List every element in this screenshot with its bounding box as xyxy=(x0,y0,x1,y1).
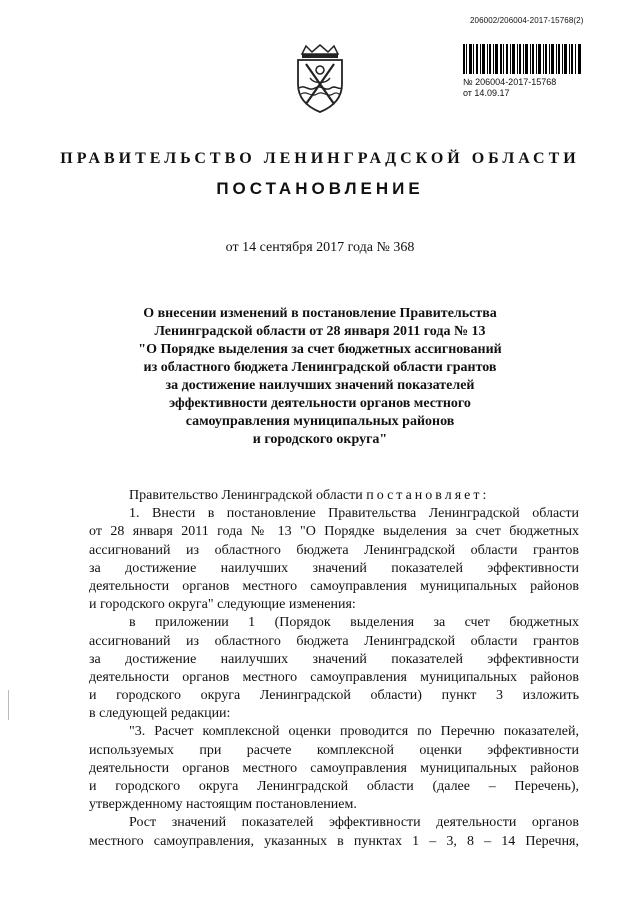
body-line: ассигнований из областного бюджета Ленинградской области грантов xyxy=(89,633,579,649)
subject-line: Ленинградской области от 28 января 2011 года № 13 xyxy=(154,324,486,339)
body-line: ассигнований из областного бюджета Ленинградской области грантов xyxy=(89,542,579,558)
barcode-icon xyxy=(463,44,581,74)
body-intro-verb: постановляет: xyxy=(366,488,490,503)
body-intro-text: Правительство Ленинградской области xyxy=(129,488,367,503)
subject-line: из областного бюджета Ленинградской области грантов xyxy=(143,360,497,375)
body-line: деятельности органов местного самоуправления муниципальных районов xyxy=(89,760,579,776)
body-line: в приложении 1 (Порядок выделения за счет бюджетных xyxy=(129,615,579,631)
body-line: Рост значений показателей эффективности деятельности органов xyxy=(129,815,579,831)
subject-line: самоуправления муниципальных районов xyxy=(185,414,455,429)
body-line: деятельности органов местного самоуправления муниципальных районов xyxy=(89,578,579,594)
body-line: от 28 января 2011 года № 13 "О Порядке выделения за счет бюджетных xyxy=(89,524,579,540)
body-line: за достижение наилучших значений показателей эффективности xyxy=(89,560,579,576)
body-line: утвержденному настоящим постановлением. xyxy=(89,797,357,813)
subject-line: и городского округа" xyxy=(252,432,388,447)
body-intro xyxy=(89,487,579,505)
subject-line: "О Порядке выделения за счет бюджетных ассигнований xyxy=(138,342,502,357)
body-line: деятельности органов местного самоуправления муниципальных районов xyxy=(89,669,579,685)
document-reference: 206002/206004-2017-15768(2) xyxy=(470,16,584,25)
registration-block xyxy=(463,44,588,99)
registration-number: № 206004-2017-15768 xyxy=(463,77,557,87)
body-line: "3. Расчет комплексной оценки проводится по Перечню показателей, xyxy=(129,724,579,740)
subject-line: О внесении изменений в постановление Правительства xyxy=(143,306,497,321)
subject-line: эффективности деятельности органов местного xyxy=(169,396,471,411)
body-line: используемых при расчете комплексной оценки эффективности xyxy=(89,742,579,758)
coat-of-arms-emblem xyxy=(288,44,352,114)
body-line: и городского округа Ленинградской области (далее – Перечень), xyxy=(89,779,579,794)
subject-line: за достижение наилучших значений показателей xyxy=(165,378,475,393)
body-line: и городского округа" следующие изменения: xyxy=(89,597,356,613)
body-line: и городского округа Ленинградской области) пункт 3 изложить xyxy=(89,688,579,704)
government-title: ПРАВИТЕЛЬСТВО ЛЕНИНГРАДСКОЙ ОБЛАСТИ xyxy=(60,150,580,167)
body-line: 1. Внести в постановление Правительства Ленинградской области xyxy=(129,506,579,522)
document-body xyxy=(89,487,579,851)
body-line: в следующей редакции: xyxy=(89,706,231,722)
body-line: за достижение наилучших значений показателей эффективности xyxy=(89,651,579,667)
document-subject xyxy=(120,305,520,449)
scan-margin-mark xyxy=(8,690,9,720)
registration-date: от 14.09.17 xyxy=(463,88,510,98)
document-date: от 14 сентября 2017 года № 368 xyxy=(225,240,415,255)
body-line: местного самоуправления, указанных в пунктах 1 – 3, 8 – 14 Перечня, xyxy=(89,833,579,849)
document-type: ПОСТАНОВЛЕНИЕ xyxy=(216,179,424,198)
